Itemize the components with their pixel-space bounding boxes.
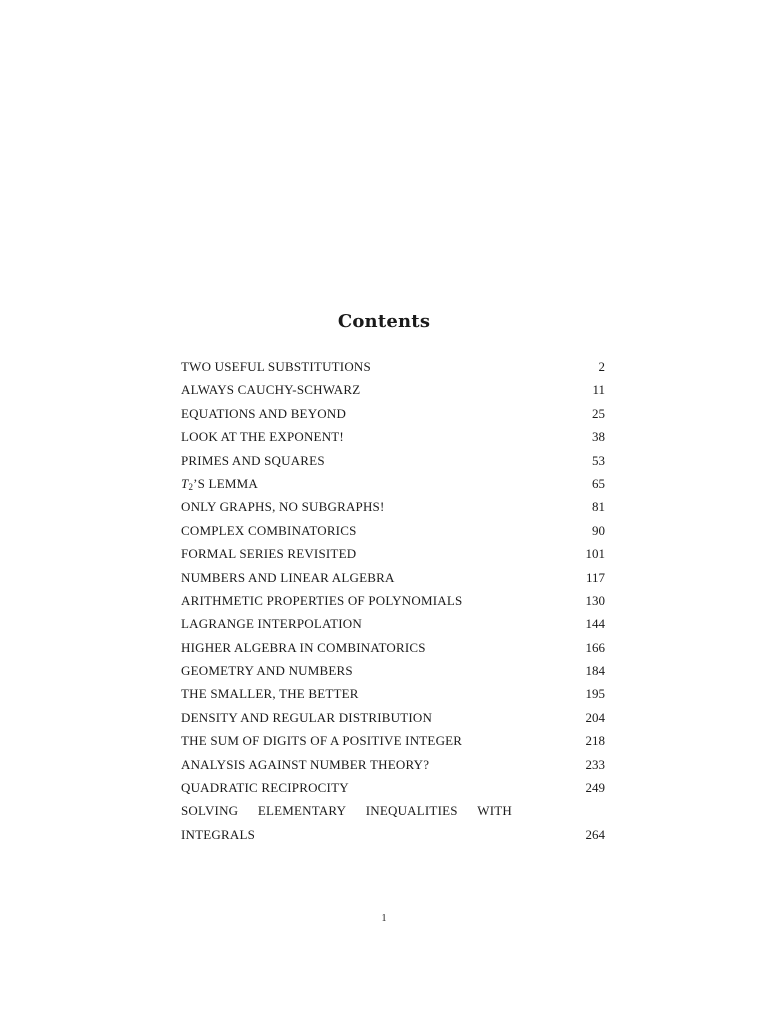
toc-entry[interactable]: [181, 753, 605, 776]
toc-entry-title: INTEGRALS: [181, 826, 256, 842]
math-subscript: 2: [188, 481, 194, 492]
toc-entry[interactable]: [181, 495, 605, 518]
toc-entry-page: 2: [598, 359, 605, 374]
toc-entry[interactable]: [181, 659, 605, 682]
table-of-contents: [181, 355, 605, 846]
toc-entry-title: TWO USEFUL SUBSTITUTIONS: [181, 359, 371, 374]
toc-entry[interactable]: [181, 776, 605, 799]
math-symbol: T: [181, 475, 189, 491]
toc-entry-page: 65: [592, 475, 605, 491]
toc-entry[interactable]: [181, 425, 605, 448]
toc-entry-title: EQUATIONS AND BEYOND: [181, 405, 347, 421]
toc-entry-page: 195: [585, 686, 605, 702]
toc-title-word: ELEMENTARY: [257, 803, 347, 819]
toc-entry[interactable]: [181, 636, 605, 659]
toc-entry-page: 204: [585, 709, 605, 725]
toc-entry[interactable]: [181, 402, 605, 425]
toc-entry-page: 53: [592, 452, 605, 468]
toc-title-word: INEQUALITIES: [365, 803, 458, 819]
toc-entry-page: 249: [585, 780, 605, 796]
toc-entry-title: ARITHMETIC PROPERTIES OF POLYNOMIALS: [181, 592, 463, 608]
toc-entry-title: LOOK AT THE EXPONENT!: [181, 429, 344, 445]
toc-entry[interactable]: [181, 449, 605, 472]
toc-entry-page: 166: [585, 639, 605, 655]
toc-entry[interactable]: [181, 823, 605, 846]
toc-entry-title: PRIMES AND SQUARES: [181, 452, 325, 468]
toc-entry[interactable]: [181, 566, 605, 589]
toc-entry[interactable]: [181, 612, 605, 635]
toc-entry-title: FORMAL SERIES REVISITED: [181, 546, 357, 562]
contents-heading: Contents: [337, 311, 431, 332]
toc-entry[interactable]: [181, 589, 605, 612]
toc-entry[interactable]: [181, 378, 605, 401]
toc-entry-page: 264: [585, 826, 605, 842]
toc-entry[interactable]: [181, 355, 605, 378]
toc-entry-page: 25: [592, 405, 605, 421]
toc-entry-title: DENSITY AND REGULAR DISTRIBUTION: [181, 709, 433, 725]
toc-entry-page: 38: [592, 429, 605, 445]
toc-entry[interactable]: [181, 706, 605, 729]
toc-entry-title-rest: ’S LEMMA: [193, 475, 258, 491]
toc-entry-title: QUADRATIC RECIPROCITY: [181, 780, 349, 796]
toc-entry[interactable]: [181, 729, 605, 752]
toc-title-word: SOLVING: [181, 803, 239, 819]
toc-entry-page: 233: [585, 756, 605, 772]
toc-entry-title: LAGRANGE INTERPOLATION: [181, 616, 362, 632]
toc-entry-page: 184: [585, 663, 605, 679]
toc-entry-title: THE SUM OF DIGITS OF A POSITIVE INTEGER: [181, 733, 463, 749]
toc-entry-title: ALWAYS CAUCHY-SCHWARZ: [181, 382, 361, 398]
toc-entry[interactable]: [181, 542, 605, 565]
toc-entry[interactable]: [181, 519, 605, 542]
toc-entry-page: 117: [585, 569, 605, 585]
toc-entry-title: COMPLEX COMBINATORICS: [181, 522, 357, 538]
toc-entry-page: 130: [585, 592, 605, 608]
toc-entry-title: ONLY GRAPHS, NO SUBGRAPHS!: [181, 499, 385, 515]
toc-entry-title: NUMBERS AND LINEAR ALGEBRA: [181, 569, 395, 585]
toc-entry-page: 218: [585, 733, 605, 749]
toc-entry-page: 90: [592, 522, 605, 538]
toc-entry-title: HIGHER ALGEBRA IN COMBINATORICS: [181, 639, 426, 655]
page-number: 1: [381, 913, 387, 924]
toc-entry-title: GEOMETRY AND NUMBERS: [181, 663, 353, 679]
toc-entry-title: THE SMALLER, THE BETTER: [181, 686, 359, 702]
toc-entry-page: 144: [585, 616, 605, 632]
toc-entry[interactable]: [181, 682, 605, 705]
toc-title-word: WITH: [477, 803, 512, 819]
toc-entry-page: 11: [592, 382, 605, 398]
toc-entry-page: 101: [585, 546, 605, 562]
toc-entry-title: ANALYSIS AGAINST NUMBER THEORY?: [181, 756, 430, 772]
toc-entry[interactable]: [181, 799, 605, 822]
toc-entry-title: [181, 799, 512, 822]
toc-entry[interactable]: [181, 472, 605, 495]
toc-entry-page: 81: [592, 499, 605, 515]
